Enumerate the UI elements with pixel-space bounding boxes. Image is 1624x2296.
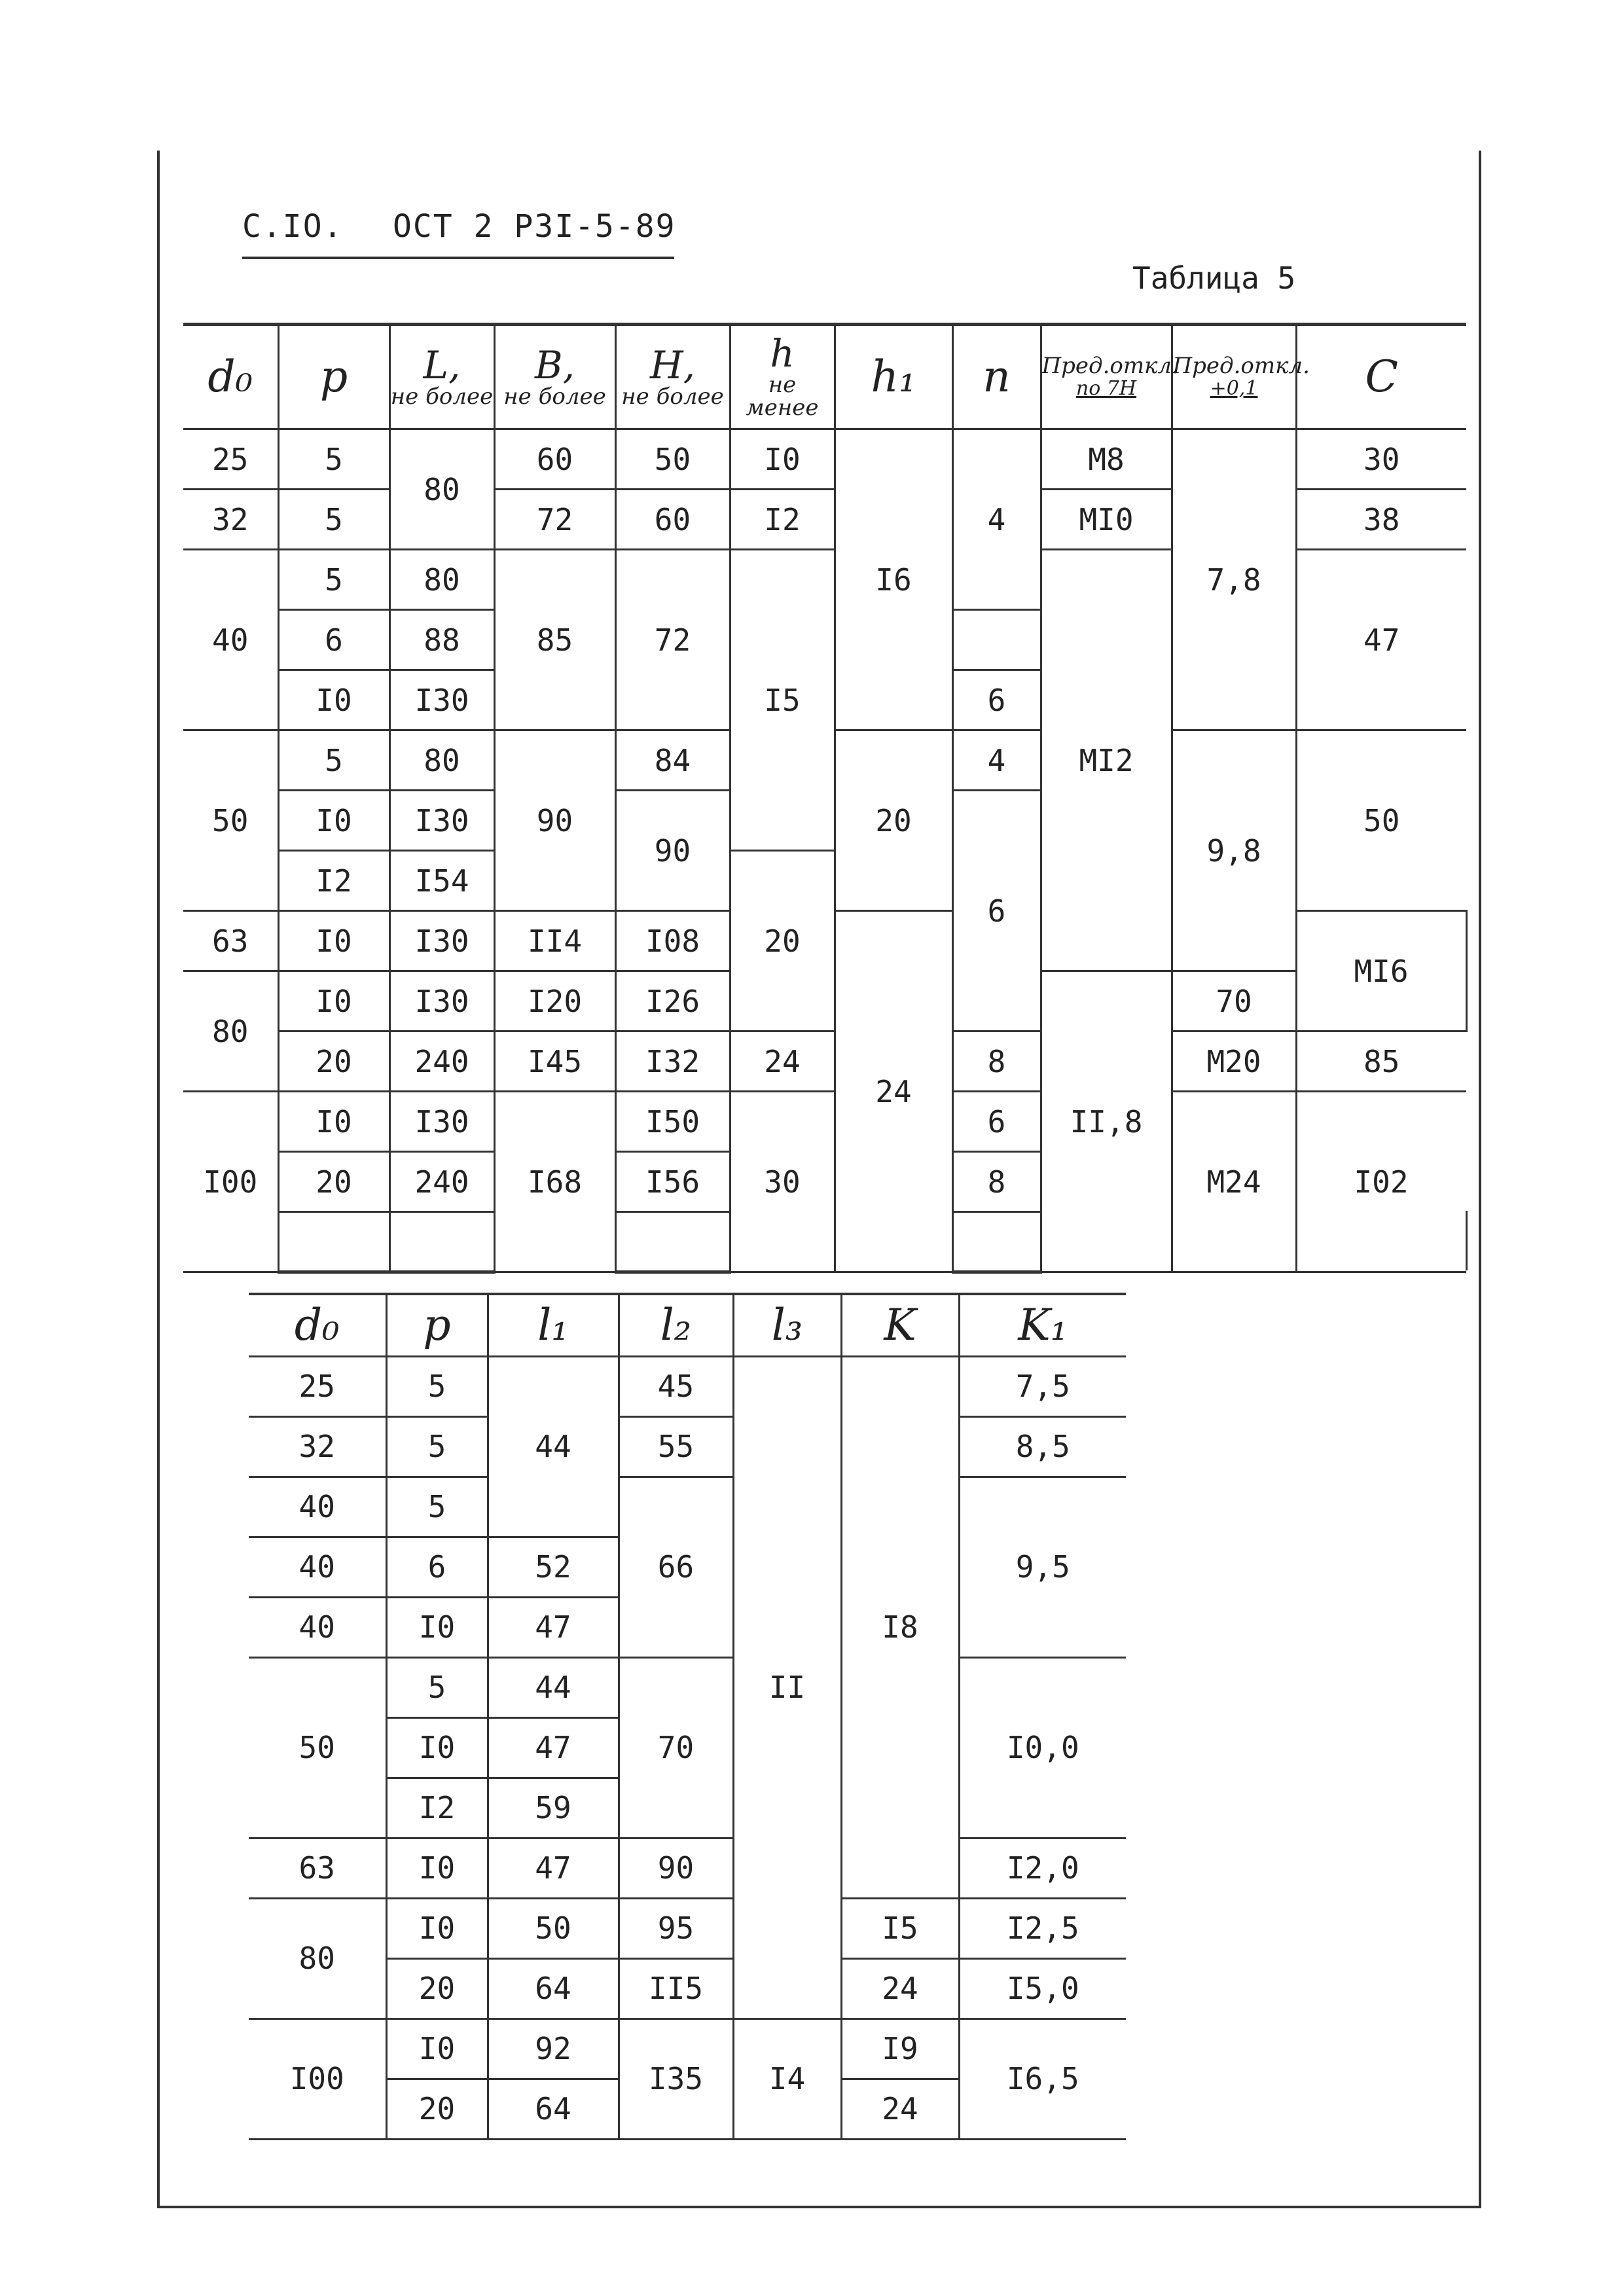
cell: I5 bbox=[841, 1898, 959, 1958]
cell: 72 bbox=[494, 490, 615, 550]
cell: I00 bbox=[249, 2018, 386, 2139]
cell: 64 bbox=[488, 2079, 619, 2139]
cell bbox=[615, 1212, 730, 1272]
cell: 80 bbox=[183, 971, 278, 1092]
table-row bbox=[249, 1657, 1126, 1717]
cell: 47 bbox=[488, 1597, 619, 1657]
cell: 84 bbox=[615, 730, 730, 791]
cell: 92 bbox=[488, 2018, 619, 2079]
cell: I0 bbox=[386, 1898, 488, 1958]
cell: II bbox=[733, 1356, 841, 2018]
header-l3: l₃ bbox=[733, 1294, 841, 1356]
cell: 5 bbox=[278, 730, 389, 791]
cell: I00 bbox=[183, 1092, 278, 1272]
header-d0: d₀ bbox=[249, 1294, 386, 1356]
table-title: Таблица 5 bbox=[1132, 260, 1296, 296]
cell: 5 bbox=[386, 1477, 488, 1537]
cell: 24 bbox=[835, 911, 952, 1272]
cell: I0 bbox=[386, 2018, 488, 2079]
cell: I6,5 bbox=[959, 2018, 1126, 2139]
header-h1: h₁ bbox=[835, 325, 952, 429]
table-header-row bbox=[249, 1294, 1126, 1356]
header-c: C bbox=[1296, 325, 1466, 429]
cell: 90 bbox=[494, 730, 615, 911]
cell: 24 bbox=[841, 1958, 959, 2018]
cell: 6 bbox=[952, 1092, 1041, 1152]
cell: 70 bbox=[1172, 971, 1296, 1031]
cell: 5 bbox=[278, 490, 389, 550]
cell: I08 bbox=[615, 911, 730, 971]
header-l2: l₂ bbox=[619, 1294, 733, 1356]
cell: 40 bbox=[183, 550, 278, 730]
cell: 40 bbox=[249, 1537, 386, 1597]
cell: 9,5 bbox=[959, 1477, 1126, 1657]
cell: I2 bbox=[730, 490, 835, 550]
cell: 5 bbox=[278, 429, 389, 490]
cell bbox=[952, 1212, 1041, 1272]
cell: 45 bbox=[619, 1356, 733, 1416]
cell: I6 bbox=[835, 429, 952, 730]
cell: 20 bbox=[278, 1031, 389, 1092]
header-k1: K₁ bbox=[959, 1294, 1126, 1356]
table-row bbox=[183, 429, 1466, 490]
dimensions-table-2 bbox=[249, 1293, 1126, 2140]
cell: I30 bbox=[389, 1092, 494, 1152]
cell: 6 bbox=[952, 670, 1041, 730]
header-underline bbox=[242, 257, 674, 259]
cell: 30 bbox=[1296, 429, 1466, 490]
cell: 50 bbox=[249, 1657, 386, 1838]
cell: I0 bbox=[278, 791, 389, 851]
dimensions-table-1 bbox=[183, 323, 1466, 1274]
cell: 20 bbox=[730, 851, 835, 1031]
cell: 7,5 bbox=[959, 1356, 1126, 1416]
cell: 80 bbox=[249, 1898, 386, 2018]
cell: 9,8 bbox=[1172, 730, 1296, 971]
cell: MI6 bbox=[1296, 911, 1466, 1031]
cell: 20 bbox=[278, 1152, 389, 1212]
cell: 25 bbox=[249, 1356, 386, 1416]
table-header-row bbox=[183, 325, 1466, 429]
table-row bbox=[249, 1356, 1126, 1416]
cell: I0 bbox=[386, 1597, 488, 1657]
cell: I5,0 bbox=[959, 1958, 1126, 2018]
cell: I0 bbox=[386, 1838, 488, 1898]
cell: I0 bbox=[730, 429, 835, 490]
cell: I30 bbox=[389, 791, 494, 851]
cell: 40 bbox=[249, 1597, 386, 1657]
cell: 20 bbox=[386, 2079, 488, 2139]
cell: 6 bbox=[952, 791, 1041, 1031]
page-number: С.IO. bbox=[242, 208, 344, 245]
cell: 240 bbox=[389, 1031, 494, 1092]
cell: 32 bbox=[249, 1416, 386, 1477]
cell: I0 bbox=[278, 1092, 389, 1152]
cell: 24 bbox=[730, 1031, 835, 1092]
cell: II5 bbox=[619, 1958, 733, 2018]
cell: 20 bbox=[835, 730, 952, 911]
cell: 90 bbox=[615, 791, 730, 911]
cell bbox=[278, 1212, 389, 1272]
cell: 63 bbox=[183, 911, 278, 971]
table-row bbox=[183, 1031, 1466, 1092]
header-k: K bbox=[841, 1294, 959, 1356]
cell: 72 bbox=[615, 550, 730, 730]
cell: I8 bbox=[841, 1356, 959, 1898]
cell: 50 bbox=[183, 730, 278, 911]
cell: M20 bbox=[1172, 1031, 1296, 1092]
cell: I9 bbox=[841, 2018, 959, 2079]
cell: 85 bbox=[1296, 1031, 1466, 1092]
cell: 38 bbox=[1296, 490, 1466, 550]
header-d0: d₀ bbox=[183, 325, 278, 429]
cell: I20 bbox=[494, 971, 615, 1031]
cell: I35 bbox=[619, 2018, 733, 2139]
table-row bbox=[249, 1838, 1126, 1898]
cell: 8,5 bbox=[959, 1416, 1126, 1477]
cell: 59 bbox=[488, 1778, 619, 1838]
cell: I56 bbox=[615, 1152, 730, 1212]
header-H: H, не более bbox=[615, 325, 730, 429]
cell: 80 bbox=[389, 429, 494, 550]
cell: 70 bbox=[619, 1657, 733, 1838]
table-row bbox=[249, 1477, 1126, 1537]
cell: 47 bbox=[1296, 550, 1466, 730]
cell: MI2 bbox=[1041, 550, 1172, 971]
cell: 50 bbox=[1296, 730, 1466, 911]
cell: I0 bbox=[278, 971, 389, 1031]
cell: 44 bbox=[488, 1356, 619, 1537]
cell: 47 bbox=[488, 1717, 619, 1778]
table-row bbox=[183, 1092, 1466, 1152]
cell: I68 bbox=[494, 1092, 615, 1272]
cell: I4 bbox=[733, 2018, 841, 2139]
cell: MI0 bbox=[1041, 490, 1172, 550]
header-L: L, не более bbox=[389, 325, 494, 429]
cell: I54 bbox=[389, 851, 494, 911]
cell: I2,0 bbox=[959, 1838, 1126, 1898]
standard-designation: ОСТ 2 Р3I-5-89 bbox=[393, 208, 676, 245]
cell: 4 bbox=[952, 730, 1041, 791]
cell: I0 bbox=[386, 1717, 488, 1778]
cell: 80 bbox=[389, 730, 494, 791]
cell: 5 bbox=[386, 1657, 488, 1717]
cell: 95 bbox=[619, 1898, 733, 1958]
cell: I0 bbox=[278, 911, 389, 971]
cell: 6 bbox=[386, 1537, 488, 1597]
cell: M24 bbox=[1172, 1092, 1296, 1272]
cell: 80 bbox=[389, 550, 494, 610]
cell: 4 bbox=[952, 429, 1041, 610]
cell: 5 bbox=[278, 550, 389, 610]
cell: 8 bbox=[952, 1031, 1041, 1092]
table-row bbox=[249, 1898, 1126, 1958]
cell: I0,0 bbox=[959, 1657, 1126, 1838]
header-p: p bbox=[278, 325, 389, 429]
cell: 90 bbox=[619, 1838, 733, 1898]
cell: 6 bbox=[278, 610, 389, 670]
cell: I50 bbox=[615, 1092, 730, 1152]
header-tolerance-7h: Пред.откл. по 7H bbox=[1041, 325, 1172, 429]
cell: 24 bbox=[841, 2079, 959, 2139]
cell: 50 bbox=[615, 429, 730, 490]
cell: 8 bbox=[952, 1152, 1041, 1212]
cell: 85 bbox=[494, 550, 615, 730]
table-row bbox=[249, 2018, 1126, 2079]
cell: 7,8 bbox=[1172, 429, 1296, 730]
cell: I0 bbox=[278, 670, 389, 730]
cell: I30 bbox=[389, 670, 494, 730]
cell: 240 bbox=[389, 1152, 494, 1212]
cell: 60 bbox=[494, 429, 615, 490]
cell: I32 bbox=[615, 1031, 730, 1092]
cell: II4 bbox=[494, 911, 615, 971]
cell: I2 bbox=[278, 851, 389, 911]
cell: 44 bbox=[488, 1657, 619, 1717]
cell bbox=[389, 1212, 494, 1272]
header-l1: l₁ bbox=[488, 1294, 619, 1356]
cell: 88 bbox=[389, 610, 494, 670]
cell: M8 bbox=[1041, 429, 1172, 490]
cell: I2,5 bbox=[959, 1898, 1126, 1958]
cell: 20 bbox=[386, 1958, 488, 2018]
cell: II,8 bbox=[1041, 971, 1172, 1272]
cell: 55 bbox=[619, 1416, 733, 1477]
header-B: B, не более bbox=[494, 325, 615, 429]
cell: 50 bbox=[488, 1898, 619, 1958]
cell: 63 bbox=[249, 1838, 386, 1898]
cell: I30 bbox=[389, 911, 494, 971]
cell: 40 bbox=[249, 1477, 386, 1537]
cell: I02 bbox=[1296, 1092, 1466, 1272]
cell: I5 bbox=[730, 550, 835, 851]
cell: 64 bbox=[488, 1958, 619, 2018]
header-tolerance-01: Пред.откл. +0,1 bbox=[1172, 325, 1296, 429]
cell: 52 bbox=[488, 1537, 619, 1597]
cell: 32 bbox=[183, 490, 278, 550]
cell: 66 bbox=[619, 1477, 733, 1657]
cell: I45 bbox=[494, 1031, 615, 1092]
cell: 30 bbox=[730, 1092, 835, 1272]
cell: 5 bbox=[386, 1356, 488, 1416]
cell: I26 bbox=[615, 971, 730, 1031]
cell: 5 bbox=[386, 1416, 488, 1477]
header-p: p bbox=[386, 1294, 488, 1356]
header-n: n bbox=[952, 325, 1041, 429]
cell: I2 bbox=[386, 1778, 488, 1838]
cell: 25 bbox=[183, 429, 278, 490]
header-h: h не менее bbox=[730, 325, 835, 429]
cell: 60 bbox=[615, 490, 730, 550]
table-row bbox=[249, 1416, 1126, 1477]
cell: 47 bbox=[488, 1838, 619, 1898]
cell: I30 bbox=[389, 971, 494, 1031]
